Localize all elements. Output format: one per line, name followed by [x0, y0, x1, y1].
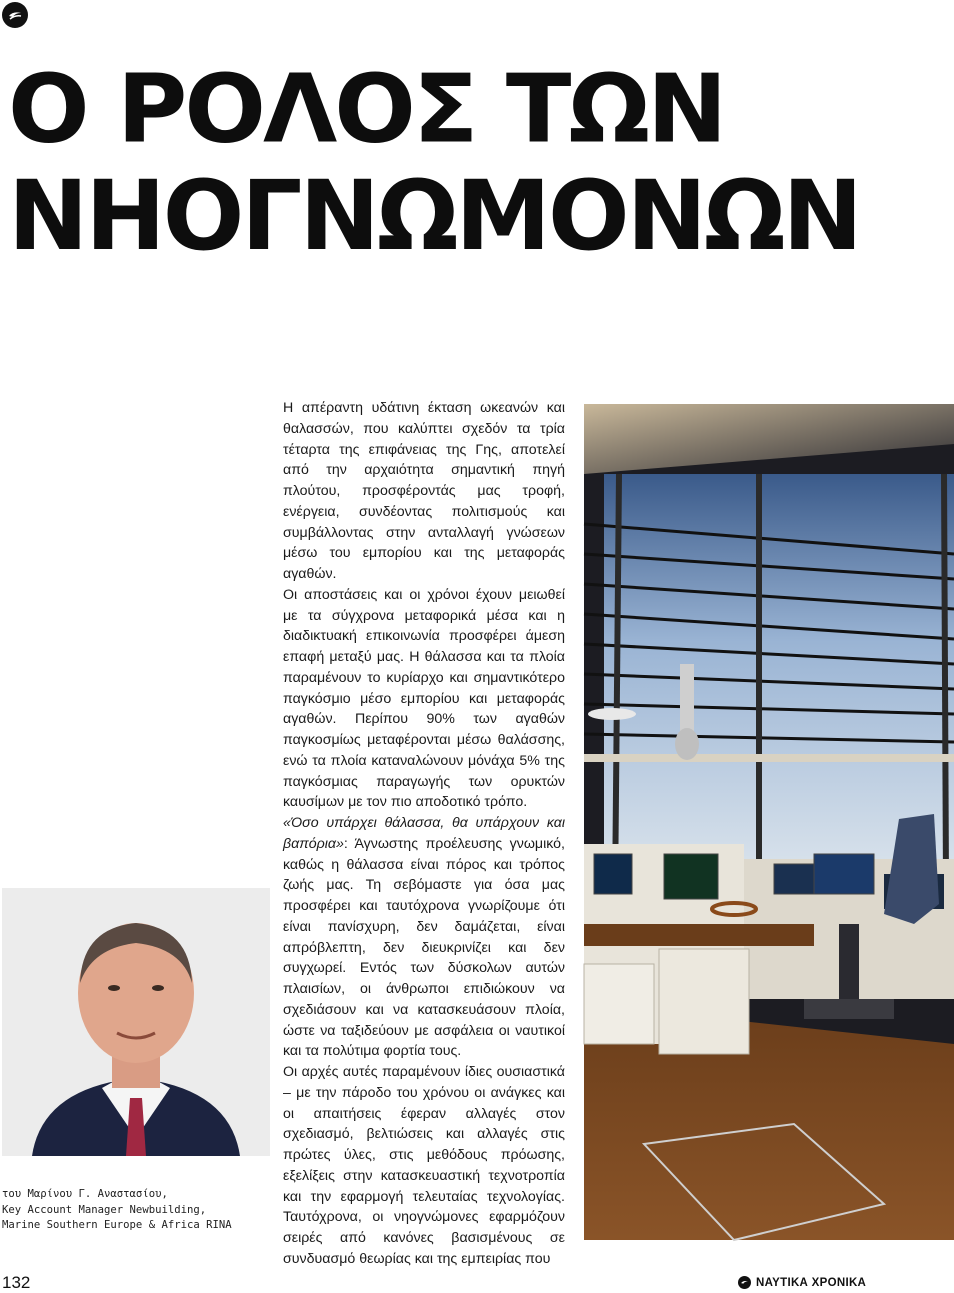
byline-line-1: του Μαρίνου Γ. Αναστασίου, — [2, 1188, 168, 1200]
magazine-logo-icon — [2, 2, 28, 28]
article-title-line-2: ΝΗΟΓΝΩΜΟΝΩΝ — [8, 160, 860, 272]
body-paragraph-4: Οι αρχές αυτές παραμένουν ίδιες ουσιαστικά – με την πάροδο του χρόνου οι ανάγκες και οι απαιτήσεις έφεραν αλλαγές στον σχεδιασμό, βελτιώσεις και αλλαγές στις πρώτες ύλες, στις μεθόδους πρόωσης, εξελίξεις στην κατασκευαστική τεχνοτροπία και την εφαρμογή τελευταίας τεχνολογίας. Ταυτόχρονα, οι νηογνώμονες εφαρμόζουν σειρές από κανόνες βασισμένους σε συνδυασμό θεωρίας και της εμπειρίας που — [283, 1064, 565, 1267]
magazine-logo-icon — [738, 1276, 751, 1289]
body-paragraph-1: Η απέραντη υδάτινη έκταση ωκεανών και θαλασσών, που καλύπτει σχεδόν τα τρία τέταρτα της επιφάνειας της Γης, αποτελεί από την αρχαιότητα σημαντική πηγή πλούτου, προσφέροντάς μας τροφή, ενέργεια, συνδέοντας πολιτισμούς και συμβάλλοντας στην ανταλλαγή γνώσεων μέσω του εμπορίου και της μεταφοράς αγαθών. — [283, 400, 565, 582]
footer-brand — [738, 1276, 866, 1289]
article-body — [283, 398, 565, 1267]
body-paragraph-2: Οι αποστάσεις και οι χρόνοι έχουν μειωθεί με τα σύγχρονα μεταφορικά μέσα και η διαδικτυακή επικοινωνία προσφέρει άμεση επαφή μεταξύ μας. Η θάλασσα και τα πλοία παραμένουν το κυρίαρχο και σημαντικότερο παγκόσμιο μέσο εμπορίου και μεταφοράς αγαθών. Περίπου 90% των αγαθών παγκοσμίως μεταφέρονται μέσω θαλάσσης, ενώ τα πλοία καταναλώνουν μόνάχα 5% της παγκόσμιας παραγωγής των ορυκτών καυσίμων με τον πιο αποδοτικό τρόπο. — [283, 586, 565, 811]
byline-line-3: Marine Southern Europe & Africa RINA — [2, 1219, 232, 1231]
author-portrait — [2, 888, 270, 1156]
quote: «Όσο υπάρχει θάλασσα, θα υπάρχουν και βαπόρια» — [283, 815, 565, 852]
article-title — [8, 54, 938, 272]
author-byline — [2, 1187, 272, 1234]
byline-line-2: Key Account Manager Newbuilding, — [2, 1203, 207, 1216]
page-number: 132 — [2, 1273, 31, 1292]
ship-bridge-photo — [584, 404, 954, 1240]
quote-continuation: : Άγνωστης προέλευσης γνωμικό, καθώς η θάλασσα είναι πόρος και τρόπος ζωής μας. Τη σεβόμαστε για όσα μας προσφέρει και ταυτόχρονα γνωρίζουμε ότι είναι πανίσχυρη, δεν δαμάζεται, είναι απρόβλεπτη, δεν διευκρινίζει και δεν συγχωρεί. Εντός των δύσκολων αυτών πλαισίων, οι άνθρωποι επιδιώκουν να σχεδιάσουν και να κατασκευάσουν πλοία, ώστε να ταξιδεύουν με ασφάλεια οι ναυτικοί και τα πολύτιμα φορτία τους. — [283, 835, 565, 1060]
article-title-line-1: Ο ΡΟΛΟΣ ΤΩΝ — [8, 54, 725, 164]
footer-brand-name: ΝΑΥΤΙΚΑ ΧΡΟΝΙΚΑ — [756, 1276, 867, 1289]
body-paragraph-3 — [283, 813, 565, 1062]
